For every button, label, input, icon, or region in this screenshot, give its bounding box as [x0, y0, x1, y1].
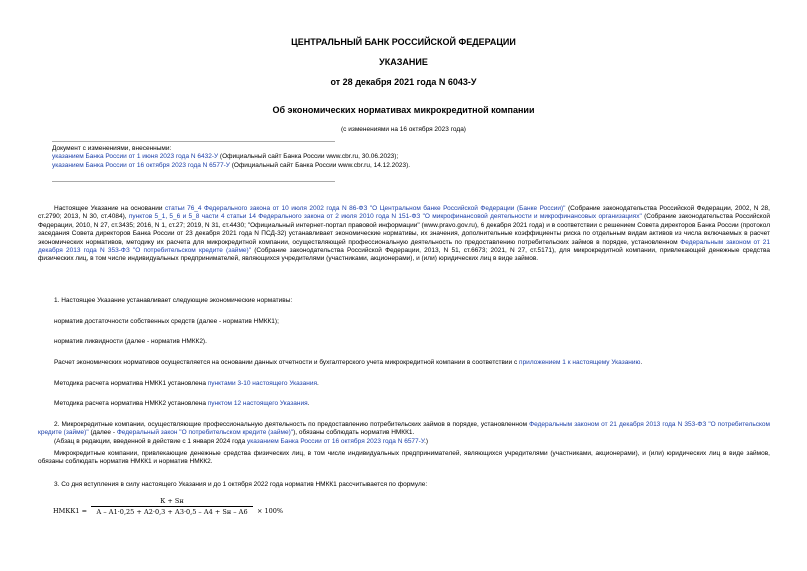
- formula-tail: × 100%: [257, 507, 284, 515]
- preamble-paragraph: Настоящее Указание на основании статьи 76_4 Федерального закона от 10 июля 2002 года N 86-ФЗ "О Центральном банке Российской Федерации (Банке России)" (Собрание законодательства Российской Федерации, 2002, N 28, ст.2790; 2013, N 30, ст.4084), пунктов 5_1, 5_6 и 5_8 части 4 статьи 14 Федерального закона от 2 июля 2010 года N 151-ФЗ "О микрофинансовой деятельности и микрофинансовых организациях" (Собрание законодательства Российской Федерации, 2010, N 27, ст.3435; 2016, N 1, ст.27; 2019, N 31, ст.4430; "Официальный интернет-портал правовой информации" (www.pravo.gov.ru), 6 декабря 2021 года) и в соответствии с решением Совета директоров Банка России (протокол заседания Совета директоров Банка России от 23 декабря 2021 года N ПСД-32) устанавливает экономические нормативы, их значения, дополнительные коэффициенты риска по отдельным видам активов из числа включаемых в расчет экономических нормативов, методику их расчета для микрокредитной компании, осуществляющей профессиональную деятельность по предоставлению потребительских займов в порядке, установленном Федеральным законом от 21 декабря 2013 года N 353-ФЗ "О потребительском кредите (займе)" (Собрание законодательства Российской Федерации, 2013, N 51, ст.6673; 2021, N 27, ст.5171), для микрокредитной компании, привлекающей денежные средства физических лиц, в том числе индивидуальных предпринимателей, являющихся учредителями (участниками, акционерами), и (или) юридических лиц в виде займов.: [38, 205, 770, 263]
- changes-block: [52, 145, 452, 170]
- amendment-link-1[interactable]: указанием Банка России от 1 июня 2023 года N 6432-У: [52, 153, 219, 161]
- nmkk1-formula: [53, 497, 293, 521]
- method-nmkk1-paragraph: Методика расчета норматива НМКК1 установлена пунктами 3-10 настоящего Указания.: [54, 380, 319, 387]
- section-2-paragraph-2: Микрокредитные компании, привлекающие денежные средства физических лиц, в том числе индивидуальных предпринимателей, являющихся учредителями (участниками, акционерами), и (или) юридических лиц в виде займов, обязаны соблюдать норматив НМКК1 и норматив НМКК2.: [38, 450, 770, 466]
- section-3-paragraph: 3. Со дня вступления в силу настоящего Указания и до 1 октября 2022 года норматив НМКК1 рассчитывается по формуле:: [54, 481, 428, 488]
- law-353fz-link[interactable]: Федеральным законом от 21 декабря 2013 года N 353-ФЗ "О потребительском кредите (займе)": [38, 238, 770, 255]
- page-title: Об экономических нормативах микрокредитной компании: [272, 105, 535, 115]
- section-1-heading: 1. Настоящее Указание устанавливает следующие экономические нормативы:: [54, 297, 293, 304]
- bottom-divider: [52, 181, 335, 182]
- formula-lhs: НМКК1 =: [53, 507, 88, 515]
- amendment-link-2[interactable]: указанием Банка России от 16 октября 2023 года N 6577-У: [52, 161, 230, 169]
- amendment-note: (Абзац в редакции, введенной в действие с 1 января 2024 года указанием Банка России от 16 октября 2023 года N 6577-У.): [54, 438, 429, 445]
- revision-note: (с изменениями на 16 октября 2023 года): [341, 126, 466, 133]
- top-divider: [52, 141, 335, 142]
- law-86fz-link[interactable]: статьи 76_4 Федерального закона от 10 июля 2002 года N 86-ФЗ "О Центральном банке Российской Федерации (Банке России)": [164, 205, 566, 212]
- appendix-1-link[interactable]: приложением 1 к настоящему Указанию: [519, 359, 641, 366]
- document-date-number: от 28 декабря 2021 года N 6043-У: [330, 77, 477, 87]
- changes-item-2: указанием Банка России от 16 октября 2023 года N 6577-У (Официальный сайт Банка России www.cbr.ru, 14.12.2023).: [52, 161, 411, 169]
- changes-item-1: указанием Банка России от 1 июня 2023 года N 6432-У (Официальный сайт Банка России www.cbr.ru, 30.06.2023);: [52, 153, 399, 161]
- section-2-paragraph: 2. Микрокредитные компании, осуществляющие профессиональную деятельность по предоставлению потребительских займов в порядке, установленном Федеральным законом от 21 декабря 2013 года N 353-ФЗ "О потребительском кредите (займе)" (далее - Федеральный закон "О потребительском кредите (займе)"), обязаны соблюдать норматив НМКК1.: [38, 421, 771, 437]
- issuer-org: ЦЕНТРАЛЬНЫЙ БАНК РОССИЙСКОЙ ФЕДЕРАЦИИ: [291, 37, 516, 47]
- changes-intro: Документ с изменениями, внесенными:: [52, 145, 172, 152]
- method-nmkk2-paragraph: Методика расчета норматива НМКК2 установлена пунктом 12 настоящего Указания.: [54, 400, 310, 407]
- points-3-10-link[interactable]: пунктами 3-10 настоящего Указания: [207, 380, 318, 387]
- point-12-link[interactable]: пунктом 12 настоящего Указания: [207, 400, 308, 407]
- formula-numerator: К + Sн: [160, 497, 184, 505]
- formula-denominator: А – А1·0,25 + А2·0,3 + А3·0,5 – А4 + Sн – А6: [96, 508, 248, 516]
- formula-fraction-bar: [91, 506, 253, 507]
- consumer-credit-law-link[interactable]: Федеральный закон "О потребительском кредите (займе)": [116, 429, 294, 437]
- norm-nmkk2-item: норматив ликвидности (далее - норматив НМКК2).: [54, 338, 207, 345]
- law-151fz-link[interactable]: пунктов 5_1, 5_6 и 5_8 части 4 статьи 14 Федерального закона от 2 июля 2010 года N 151-ФЗ "О микрофинансовой деятельности и микрофинансовых организациях": [128, 213, 642, 221]
- norm-nmkk1-item: норматив достаточности собственных средств (далее - норматив НМКК1);: [54, 318, 279, 325]
- document-type: УКАЗАНИЕ: [379, 57, 428, 67]
- law-353fz-link-2[interactable]: Федеральным законом от 21 декабря 2013 года N 353-ФЗ "О потребительском кредите (займе)": [38, 421, 771, 437]
- amendment-6577-link[interactable]: указанием Банка России от 16 октября 2023 года N 6577-У: [247, 438, 425, 445]
- calculation-paragraph: Расчет экономических нормативов осуществляется на основании данных отчетности и бухгалтерского учета микрокредитной компании в соответствии с приложением 1 к настоящему Указанию.: [54, 359, 643, 366]
